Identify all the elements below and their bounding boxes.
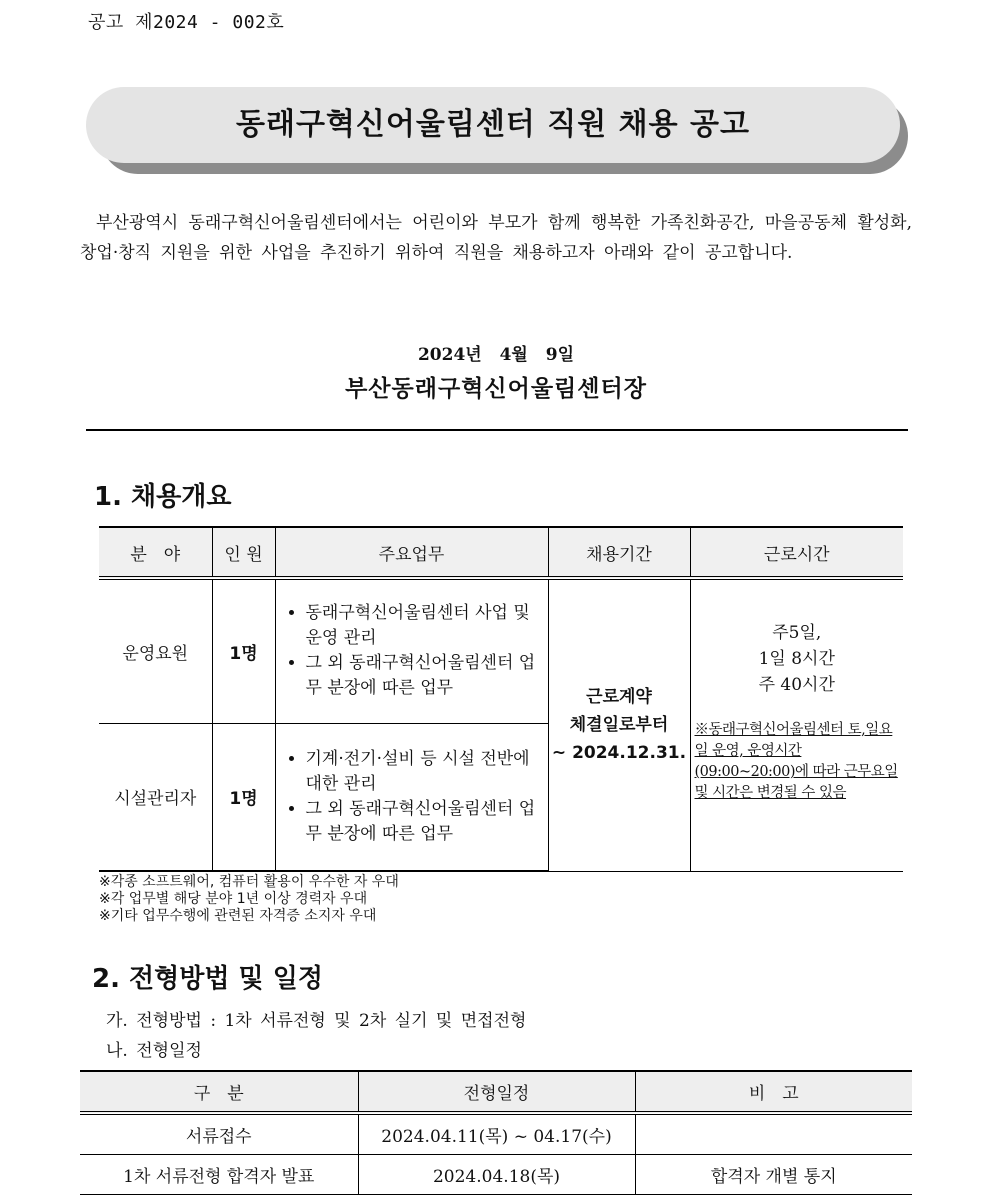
page-title: 동래구혁신어울림센터 직원 채용 공고: [235, 107, 750, 142]
notes: [99, 874, 399, 925]
duty-item: • 동래구혁신어울림센터 사업 및 운영 관리: [306, 601, 544, 651]
header-stage: 구 분: [80, 1071, 358, 1113]
stage-cell: 1차 서류전형 합격자 발표: [80, 1155, 358, 1195]
hours-line: 주5일,: [772, 623, 822, 643]
period-cell: [548, 578, 690, 871]
duty-item: • 그 외 동래구혁신어울림센터 업무 분장에 따른 업무: [306, 651, 544, 701]
schedule-table: [80, 1070, 912, 1195]
header-hours: 근로시간: [690, 527, 903, 578]
period-line: ~ 2024.12.31.: [551, 743, 687, 764]
table-row: [80, 1155, 912, 1195]
note-line: ※각종 소프트웨어, 컴퓨터 활용이 우수한 자 우대: [99, 874, 399, 890]
hours-cell: [690, 578, 903, 871]
period-line: 체결일로부터: [569, 715, 669, 736]
header-count: 인 원: [212, 527, 275, 578]
count-cell: 1명: [212, 578, 275, 723]
date-cell: 2024.04.11(목) ~ 04.17(수): [358, 1113, 635, 1155]
stage-cell: 서류접수: [80, 1113, 358, 1155]
hours-line: 주 40시간: [758, 675, 835, 695]
period-line: 근로계약: [586, 687, 652, 708]
duties-cell: [275, 578, 548, 723]
duties-cell: [275, 723, 548, 871]
section2-title: 2. 전형방법 및 일정: [92, 964, 323, 994]
issuer-name: 부산동래구혁신어울림센터장: [345, 375, 647, 402]
recruitment-table: [99, 526, 903, 872]
date-cell: 2024.04.18(목): [358, 1155, 635, 1195]
schedule-label: 나. 전형일정: [106, 1041, 202, 1061]
count-cell: 1명: [212, 723, 275, 871]
remark-cell: 합격자 개별 통지: [635, 1155, 912, 1195]
field-cell: 운영요원: [99, 578, 212, 723]
header-period: 채용기간: [548, 527, 690, 578]
hours-line: 1일 8시간: [758, 649, 835, 669]
section1-title: 1. 채용개요: [94, 482, 232, 512]
header-schedule: 전형일정: [358, 1071, 635, 1113]
field-cell: 시설관리자: [99, 723, 212, 871]
note-line: ※각 업무별 해당 분야 1년 이상 경력자 우대: [99, 891, 368, 907]
duty-item: • 그 외 동래구혁신어울림센터 업무 분장에 따른 업무: [306, 797, 544, 847]
note-line: ※기타 업무수행에 관련된 자격증 소지자 우대: [99, 908, 377, 924]
table-row: [99, 578, 903, 723]
intro-paragraph: 부산광역시 동래구혁신어울림센터에서는 어린이와 부모가 함께 행복한 가족친화공간, 마을공동체 활성화, 창업·창직 지원을 위한 사업을 추진하기 위하여 직원을 채용하고자 아래와 같이 공고합니다.: [80, 213, 912, 263]
notice-number: 공고 제2024 - 002호: [88, 12, 285, 33]
notice-date: 2024년 4월 9일: [417, 345, 575, 365]
method-line: 가. 전형방법 : 1차 서류전형 및 2차 실기 및 면접전형: [106, 1011, 527, 1031]
header-remark: 비 고: [635, 1071, 912, 1113]
hours-note: ※동래구혁신어울림센터 토,일요일 운영, 운영시간(09:00~20:00)에 따라 근무요일 및 시간은 변경될 수 있음: [694, 722, 898, 801]
remark-cell: [635, 1113, 912, 1155]
table-row: [80, 1113, 912, 1155]
divider: [86, 429, 908, 431]
header-duties: 주요업무: [275, 527, 548, 578]
selection-method: [106, 1006, 526, 1066]
duty-item: • 기계·전기·설비 등 시설 전반에 대한 관리: [306, 747, 544, 797]
header-field: 분 야: [99, 527, 212, 578]
